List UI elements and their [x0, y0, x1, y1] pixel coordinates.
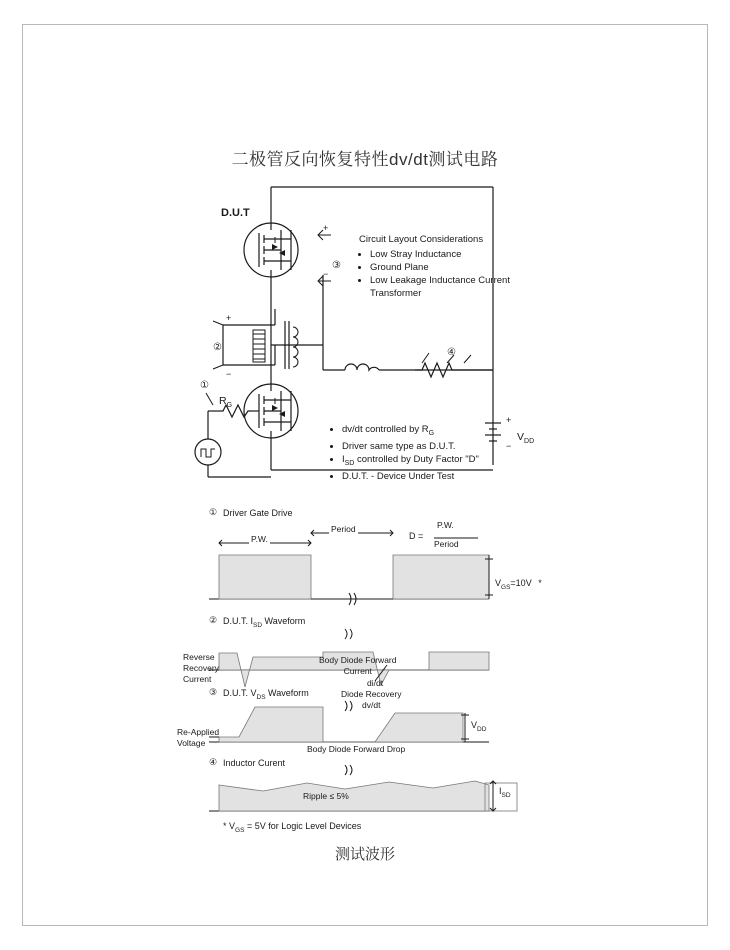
wf-row4-marker: ④	[209, 757, 218, 767]
wf-row2-left-label	[183, 652, 219, 685]
marker-1: ①	[200, 380, 209, 391]
polarity-signs	[226, 223, 328, 379]
vdd-label-main: V	[517, 431, 525, 443]
dut-mosfet-symbol	[244, 223, 298, 277]
footnote-tail: = 5V for Logic Level Devices	[244, 821, 362, 831]
waveform-row-4	[209, 765, 517, 811]
footnote-sub: GS	[235, 826, 245, 834]
waveform-footnote	[223, 821, 361, 834]
row2-left-line-2: Current	[183, 674, 212, 684]
wf-row2-center-label	[319, 655, 396, 677]
rg-label-main: R	[219, 395, 227, 407]
wf-row1-marker: ①	[209, 507, 218, 517]
gate-resistor-label	[219, 395, 232, 412]
row2-label-tail: Waveform	[262, 616, 306, 626]
circuit-note-2	[342, 453, 541, 470]
page-title: 二极管反向恢复特性dv/dt测试电路	[231, 150, 499, 169]
inductor-symbol	[345, 364, 379, 370]
vdd-label-sub: DD	[524, 437, 535, 445]
wf-row3-marker: ③	[209, 687, 218, 697]
vdd-plus-sign: +	[506, 415, 512, 425]
row3-recovery-line-0: Diode Recovery	[341, 689, 402, 699]
wf-row2-marker: ②	[209, 615, 218, 625]
vgs-asterisk: *	[538, 578, 542, 588]
row3-recovery-line-1: dv/dt	[362, 700, 381, 710]
layout-list	[359, 248, 519, 300]
probe-markers	[213, 230, 331, 369]
row3-left-line-1: Voltage	[177, 738, 206, 748]
footnote-star: *	[223, 821, 227, 831]
wf-row1-label: Driver Gate Drive	[223, 508, 293, 518]
wf-row3-vdd-label	[471, 719, 486, 736]
row3-vdd-sub: DD	[477, 725, 487, 733]
wf-ripple-label: Ripple ≤ 5%	[303, 791, 349, 801]
rg-label-sub: G	[226, 401, 233, 409]
vdd-minus-sign: −	[506, 441, 512, 451]
circuit-note-0	[342, 423, 541, 440]
wf-period-label: Period	[331, 524, 356, 534]
marker-3: ③	[332, 260, 341, 271]
row2-center-line-0: Body Diode Forward	[319, 655, 397, 665]
xfmr-minus: −	[226, 369, 232, 379]
wf-isd-label	[499, 785, 511, 802]
wf-row3-label	[223, 687, 309, 704]
note-0-text: dv/dt controlled by R	[342, 424, 429, 435]
circuit-notes-list	[331, 423, 541, 483]
wf-duty-numerator: P.W.	[437, 520, 454, 530]
row4-isd-main: I	[499, 786, 502, 796]
probe-minus-1: −	[323, 269, 329, 279]
layout-item-1: • Ground Plane	[370, 261, 519, 274]
circuit-note-3: • D.U.T. - Device Under Test	[342, 470, 541, 483]
wf-row3-recovery-label	[341, 689, 401, 711]
vdd-label	[517, 431, 534, 448]
note-0-sub: G	[428, 429, 435, 437]
wf-duty-eq: D =	[409, 531, 424, 541]
wf-duty-denominator: Period	[434, 539, 459, 549]
layout-considerations-block	[359, 233, 519, 300]
figure-caption: 测试波形	[334, 846, 395, 863]
note-2-tail: controlled by Duty Factor "D"	[354, 453, 479, 465]
layout-item-0: • Low Stray Inductance	[370, 248, 519, 261]
circuit-notes-block	[331, 421, 541, 483]
row3-label-tail: Waveform	[265, 688, 309, 698]
wf-row3-bottom-label: Body Diode Forward Drop	[307, 744, 406, 754]
wf-didt-label: di/dt	[367, 678, 384, 688]
row2-left-line-0: Reverse	[183, 652, 215, 662]
vgs-sub: GS	[501, 583, 511, 591]
dut-label: D.U.T	[221, 207, 250, 219]
row2-left-line-1: Recovery	[183, 663, 219, 673]
note-2-sub: SD	[344, 459, 355, 467]
xfmr-plus: +	[226, 313, 232, 323]
marker-4: ④	[447, 347, 456, 358]
row2-label-main: D.U.T. I	[223, 616, 254, 626]
wf-vgs-label	[495, 577, 542, 594]
row3-label-main: D.U.T. V	[223, 688, 257, 698]
circuit-note-1: • Driver same type as D.U.T.	[342, 440, 541, 453]
page-frame	[22, 24, 708, 926]
wf-row3-left-label	[177, 727, 219, 749]
vgs-main: V	[495, 578, 502, 588]
vgs-value: =10V	[510, 578, 532, 588]
row2-label-sub: SD	[253, 621, 263, 629]
wf-pw-label: P.W.	[251, 534, 268, 544]
wf-row2-label	[223, 615, 305, 632]
wf-row4-label: Inductor Curent	[223, 758, 286, 768]
note-2-main: I	[342, 453, 345, 465]
layout-heading: Circuit Layout Considerations	[359, 234, 484, 245]
row3-label-sub: DS	[256, 693, 266, 701]
row4-isd-sub: SD	[501, 791, 511, 799]
row2-center-line-1: Current	[343, 666, 372, 676]
marker-2: ②	[213, 342, 222, 353]
footnote-main: V	[229, 821, 236, 831]
row3-vdd-main: V	[471, 720, 478, 730]
row3-left-line-0: Re-Applied	[177, 727, 220, 737]
layout-item-2: • Low Leakage Inductance Current Transformer	[370, 274, 519, 300]
pulse-source-symbol	[195, 439, 221, 465]
probe-plus-1: +	[323, 223, 329, 233]
